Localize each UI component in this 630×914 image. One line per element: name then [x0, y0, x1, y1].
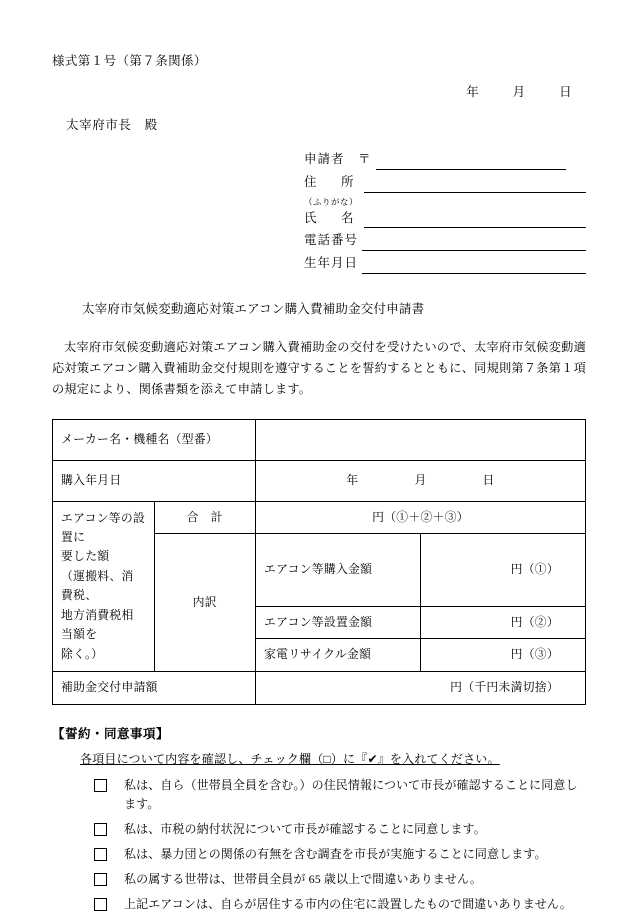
pledge-item-text: 私は、市税の納付状況について市長が確認することに同意します。: [124, 822, 486, 837]
purchase-date-value-cell[interactable]: [256, 460, 586, 501]
list-item: [90, 776, 586, 816]
pledge-note: 各項目について内容を確認し、チェック欄（□）に『✔』を入れてください。: [80, 751, 500, 766]
date-line: [52, 83, 586, 102]
purchase-date-label-cell: 購入年月日: [53, 460, 256, 501]
applicant-birthdate-row: [304, 254, 586, 274]
list-item: [90, 820, 586, 840]
cost-label-line-2: 要した額: [61, 549, 110, 564]
body-paragraph: [52, 337, 586, 401]
pledge-item-text: 上記エアコンは、自らが居住する市内の住宅に設置したもので間違いありません。: [124, 896, 572, 911]
grant-label-cell: 補助金交付申請額: [53, 672, 256, 705]
total-value-cell[interactable]: 円（①＋②＋③）: [256, 501, 586, 534]
application-table: [52, 419, 586, 705]
applicant-block: [52, 150, 586, 274]
applicant-postal-row: [304, 150, 586, 170]
furigana-label: （ふりがな）: [304, 196, 359, 207]
date-year-label: 年: [466, 84, 480, 99]
applicant-phone-label: 電話番号: [304, 233, 359, 248]
breakdown-value-1[interactable]: 円（①）: [421, 534, 586, 607]
grant-value-cell[interactable]: 円（千円未満切捨）: [256, 672, 586, 705]
list-item: [90, 845, 586, 865]
applicant-name-label: 氏 名: [304, 210, 360, 225]
applicant-postal-label: 申請者 〒: [304, 152, 372, 167]
form-number: 様式第１号（第７条関係）: [52, 54, 207, 68]
applicant-birthdate-field[interactable]: [362, 258, 586, 274]
cost-label-line-3: （運搬料、消費税、: [61, 568, 134, 603]
checkbox-icon[interactable]: [94, 848, 107, 861]
purchase-month-label: 月: [414, 472, 427, 487]
checkbox-icon[interactable]: [94, 823, 107, 836]
list-item: [90, 870, 586, 890]
applicant-postal-field[interactable]: [376, 154, 566, 170]
document-title: 太宰府市気候変動適応対策エアコン購入費補助金交付申請書: [82, 301, 425, 316]
purchase-day-label: 日: [482, 472, 495, 487]
maker-value-cell[interactable]: [256, 419, 586, 460]
checkbox-icon[interactable]: [94, 779, 107, 792]
applicant-address-label: 住 所: [304, 175, 360, 189]
pledge-item-text: 私は、自ら（世帯員全員を含む。）の住民情報について市長が確認することに同意します。: [124, 777, 578, 812]
applicant-name-field[interactable]: [364, 212, 586, 228]
cost-label-cell: [53, 501, 155, 672]
applicant-phone-row: [304, 231, 586, 251]
table-row: [53, 419, 586, 460]
applicant-address-field[interactable]: [364, 177, 586, 193]
pledge-list: [52, 776, 586, 914]
applicant-address-row: [304, 173, 586, 193]
table-row: [53, 460, 586, 501]
breakdown-label-cell: 内訳: [154, 534, 256, 672]
applicant-name-row: [304, 209, 586, 229]
date-month-label: 月: [512, 84, 526, 99]
checkbox-icon[interactable]: [94, 873, 107, 886]
cost-label-line-4: 地方消費税相当額を: [61, 607, 134, 642]
breakdown-value-3[interactable]: 円（③）: [421, 639, 586, 672]
pledge-item-text: 私は、暴力団との関係の有無を含む調査を市長が実施することに同意します。: [124, 846, 547, 861]
list-item: [90, 895, 586, 914]
body-text: 太宰府市気候変動適応対策エアコン購入費補助金の交付を受けたいので、太宰府市気候変動適応対策エアコン購入費補助金交付規則を遵守することを誓約するとともに、同規則第７条第１項の規定により、関係書類を添えて申請します。: [52, 339, 586, 397]
applicant-birthdate-label: 生年月日: [304, 256, 359, 270]
applicant-phone-field[interactable]: [362, 235, 586, 251]
maker-label-cell: メーカー名・機種名（型番）: [53, 419, 256, 460]
pledge-title: 【誓約・同意事項】: [52, 726, 170, 741]
date-day-label: 日: [559, 84, 572, 99]
breakdown-label-3: 家電リサイクル金額: [256, 639, 421, 672]
table-row: [53, 672, 586, 705]
checkbox-icon[interactable]: [94, 898, 107, 911]
cost-label-line-5: 除く。）: [61, 646, 104, 661]
pledge-item-text: 私の属する世帯は、世帯員全員が 65 歳以上で間違いありません。: [124, 871, 482, 886]
table-row: [53, 501, 586, 534]
addressee: 太宰府市長 殿: [66, 117, 158, 132]
cost-label-line-1: エアコン等の設置に: [61, 510, 146, 544]
breakdown-value-2[interactable]: 円（②）: [421, 606, 586, 639]
breakdown-label-2: エアコン等設置金額: [256, 606, 421, 639]
purchase-year-label: 年: [346, 472, 359, 487]
breakdown-label-1: エアコン等購入金額: [256, 534, 421, 607]
total-label-cell: 合 計: [154, 501, 256, 534]
